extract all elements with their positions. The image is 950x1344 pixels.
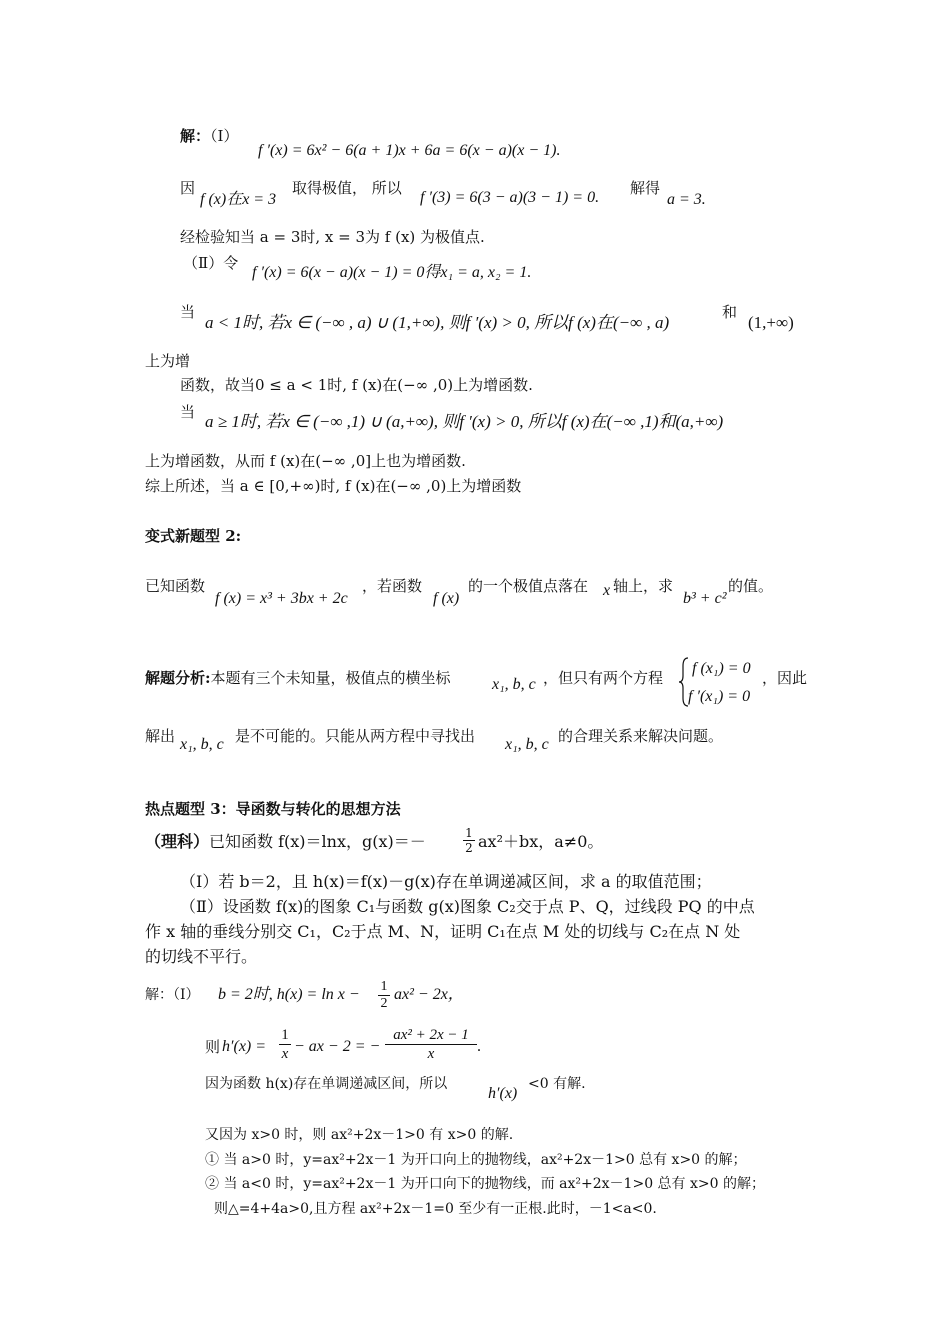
derivative-h-mid: − ax − 2 = − (294, 1038, 381, 1055)
question-x: x (603, 582, 611, 599)
case2-prefix: 当 (180, 403, 196, 421)
equation-1: f (x₁) = 0 (692, 660, 751, 677)
h-fraction-2-numerator: ax² + 2x − 1 (385, 1026, 477, 1045)
analysis-label: 解题分析: (145, 669, 211, 687)
part-1-question: （Ⅰ）若 b＝2，且 h(x)＝f(x)－g(x)存在单调递减区间，求 a 的取值范围； (180, 872, 712, 891)
solution-line-1 (180, 127, 238, 145)
question-target: b³ + c² (683, 590, 727, 607)
question-prefix: 已知函数 (145, 577, 206, 595)
decreasing-interval-hprime: h′(x) (488, 1085, 518, 1102)
derivative-h-fraction-2 (385, 1026, 477, 1063)
line-2-condition: f (x)在x = 3 (200, 191, 277, 208)
decreasing-interval-text: 因为函数 h(x)存在单调递减区间，所以 (205, 1076, 448, 1092)
section-3-title: 热点题型 3：导函数与转化的思想方法 (145, 800, 401, 818)
analysis2-end: 的合理关系来解决问题。 (558, 727, 724, 745)
question-text-3: 轴上，求 (613, 577, 674, 595)
question-text-4: 的值。 (728, 577, 774, 595)
case1-formula: a < 1时, 若x ∈ (−∞ , a) ∪ (1,+∞), 则f ′(x) > 0, 所以f (x)在(−∞ , a) (205, 313, 670, 332)
solution-line-4: 又因为 x>0 时，则 ax²+2x－1>0 有 x>0 的解. (205, 1127, 514, 1143)
derivative-h-period: . (477, 1038, 481, 1055)
section-2-title: 变式新题型 2: (145, 527, 242, 545)
line-7: 函数，故当0 ≤ a < 1时, f (x)在(−∞ ,0)上为增函数. (180, 376, 533, 394)
derivative-h-prefix: 则 (205, 1038, 221, 1056)
fraction-numerator: 1 (463, 826, 475, 841)
h-fraction-2-denominator: x (427, 1046, 435, 1062)
part-one-marker: （Ⅰ） (210, 127, 239, 145)
derivative-formula: f ′(x) = 6x² − 6(a + 1)x + 6a = 6(x − a)(x − 1). (258, 142, 561, 159)
s-fraction-denominator: 2 (380, 996, 388, 1011)
solution-3-formula-2: ax² − 2x， (394, 986, 464, 1003)
s-fraction-numerator: 1 (378, 979, 390, 996)
analysis2-vars-1: x₁, b, c (180, 736, 224, 753)
problem-line (145, 833, 426, 851)
problem-text-2: ax²＋bx，a≠0。 (478, 832, 604, 851)
part-two-label: （Ⅱ）令 (183, 254, 239, 272)
case1-prefix: 当 (180, 303, 196, 321)
line-2-text: 取得极值， 所以 (292, 179, 402, 197)
question-function: f (x) = x³ + 3bx + 2c (215, 590, 348, 607)
analysis2-text: 是不可能的。只能从两方程中寻找出 (235, 727, 476, 745)
line-2-result: a = 3. (667, 191, 706, 208)
question-fx: f (x) (433, 590, 460, 607)
line-6: 上为增 (145, 352, 191, 370)
case2-formula: a ≥ 1时, 若x ∈ (−∞ ,1) ∪ (a,+∞), 则f ′(x) > 0, 所以f (x)在(−∞ ,1)和(a,+∞) (205, 412, 724, 431)
part-two-formula: f ′(x) = 6(x − a)(x − 1) = 0得x₁ = a, x₂ = 1. (252, 264, 532, 281)
analysis-text-3: ，因此 (762, 669, 808, 687)
analysis-text-1: 本题有三个未知量，极值点的横坐标 (210, 669, 451, 687)
equation-2: f ′(x₁) = 0 (688, 688, 751, 705)
problem-fraction (463, 826, 475, 855)
science-label: （理科） (145, 832, 210, 851)
h-fraction-1-numerator: 1 (279, 1026, 291, 1045)
case1-and: 和 (722, 303, 738, 321)
line-9: 上为增函数，从而 f (x)在(−∞ ,0]上也为增函数. (145, 452, 466, 470)
analysis2-prefix: 解出 (145, 727, 176, 745)
analysis2-vars-2: x₁, b, c (505, 736, 549, 753)
line-2-solve: 解得 (630, 179, 661, 197)
line-10: 综上所述，当 a ∈ [0,+∞)时, f (x)在(−∞ ,0)上为增函数 (145, 477, 522, 495)
derivative-h-fraction-1 (279, 1026, 291, 1063)
part-2-question-3: 的切线不平行。 (145, 947, 258, 966)
solution-3-formula-1: b = 2时, h(x) = ln x − (218, 986, 360, 1003)
question-text-2: 的一个极值点落在 (468, 577, 589, 595)
solution-label: 解： (180, 127, 211, 145)
line-3: 经检验知当 a = 3时, x = 3为 f (x) 为极值点. (180, 228, 485, 246)
derivative-h-lhs: h′(x) = (222, 1038, 267, 1055)
analysis-unknowns: x₁, b, c (492, 676, 536, 693)
problem-text-1: 已知函数 f(x)＝lnx，g(x)＝－ (209, 832, 426, 851)
solution-line-6: ② 当 a<0 时，y=ax²+2x－1 为开口向下的抛物线，而 ax²+2x－1>0 总有 x>0 的解； (205, 1176, 765, 1192)
part-2-question-2: 作 x 轴的垂线分别交 C₁，C₂于点 M、N，证明 C₁在点 M 处的切线与 C₂在点 N 处 (145, 922, 741, 941)
case1-interval: (1,+∞) (748, 313, 794, 332)
line-2-prefix: 因 (180, 179, 196, 197)
analysis-line-1 (145, 669, 451, 687)
fraction-denominator: 2 (465, 841, 473, 855)
line-2-formula: f ′(3) = 6(3 − a)(3 − 1) = 0. (420, 189, 600, 206)
analysis-text-2: ，但只有两个方程 (543, 669, 664, 687)
part-2-question-1: （Ⅱ）设函数 f(x)的图象 C₁与函数 g(x)图象 C₂交于点 P、Q，过线段 PQ 的中点 (180, 897, 755, 916)
solution-3-fraction (378, 979, 390, 1012)
solution-3-label: 解：（I） (145, 987, 200, 1003)
h-fraction-1-denominator: x (281, 1046, 289, 1062)
solution-line-5: ① 当 a>0 时，y=ax²+2x－1 为开口向上的抛物线，ax²+2x－1>0 总有 x>0 的解； (205, 1152, 747, 1168)
decreasing-interval-end: <0 有解. (528, 1076, 586, 1092)
solution-line-7: 则△=4+4a>0,且方程 ax²+2x－1=0 至少有一正根.此时，－1<a<0. (214, 1201, 657, 1217)
question-text-1: ，若函数 (362, 577, 423, 595)
